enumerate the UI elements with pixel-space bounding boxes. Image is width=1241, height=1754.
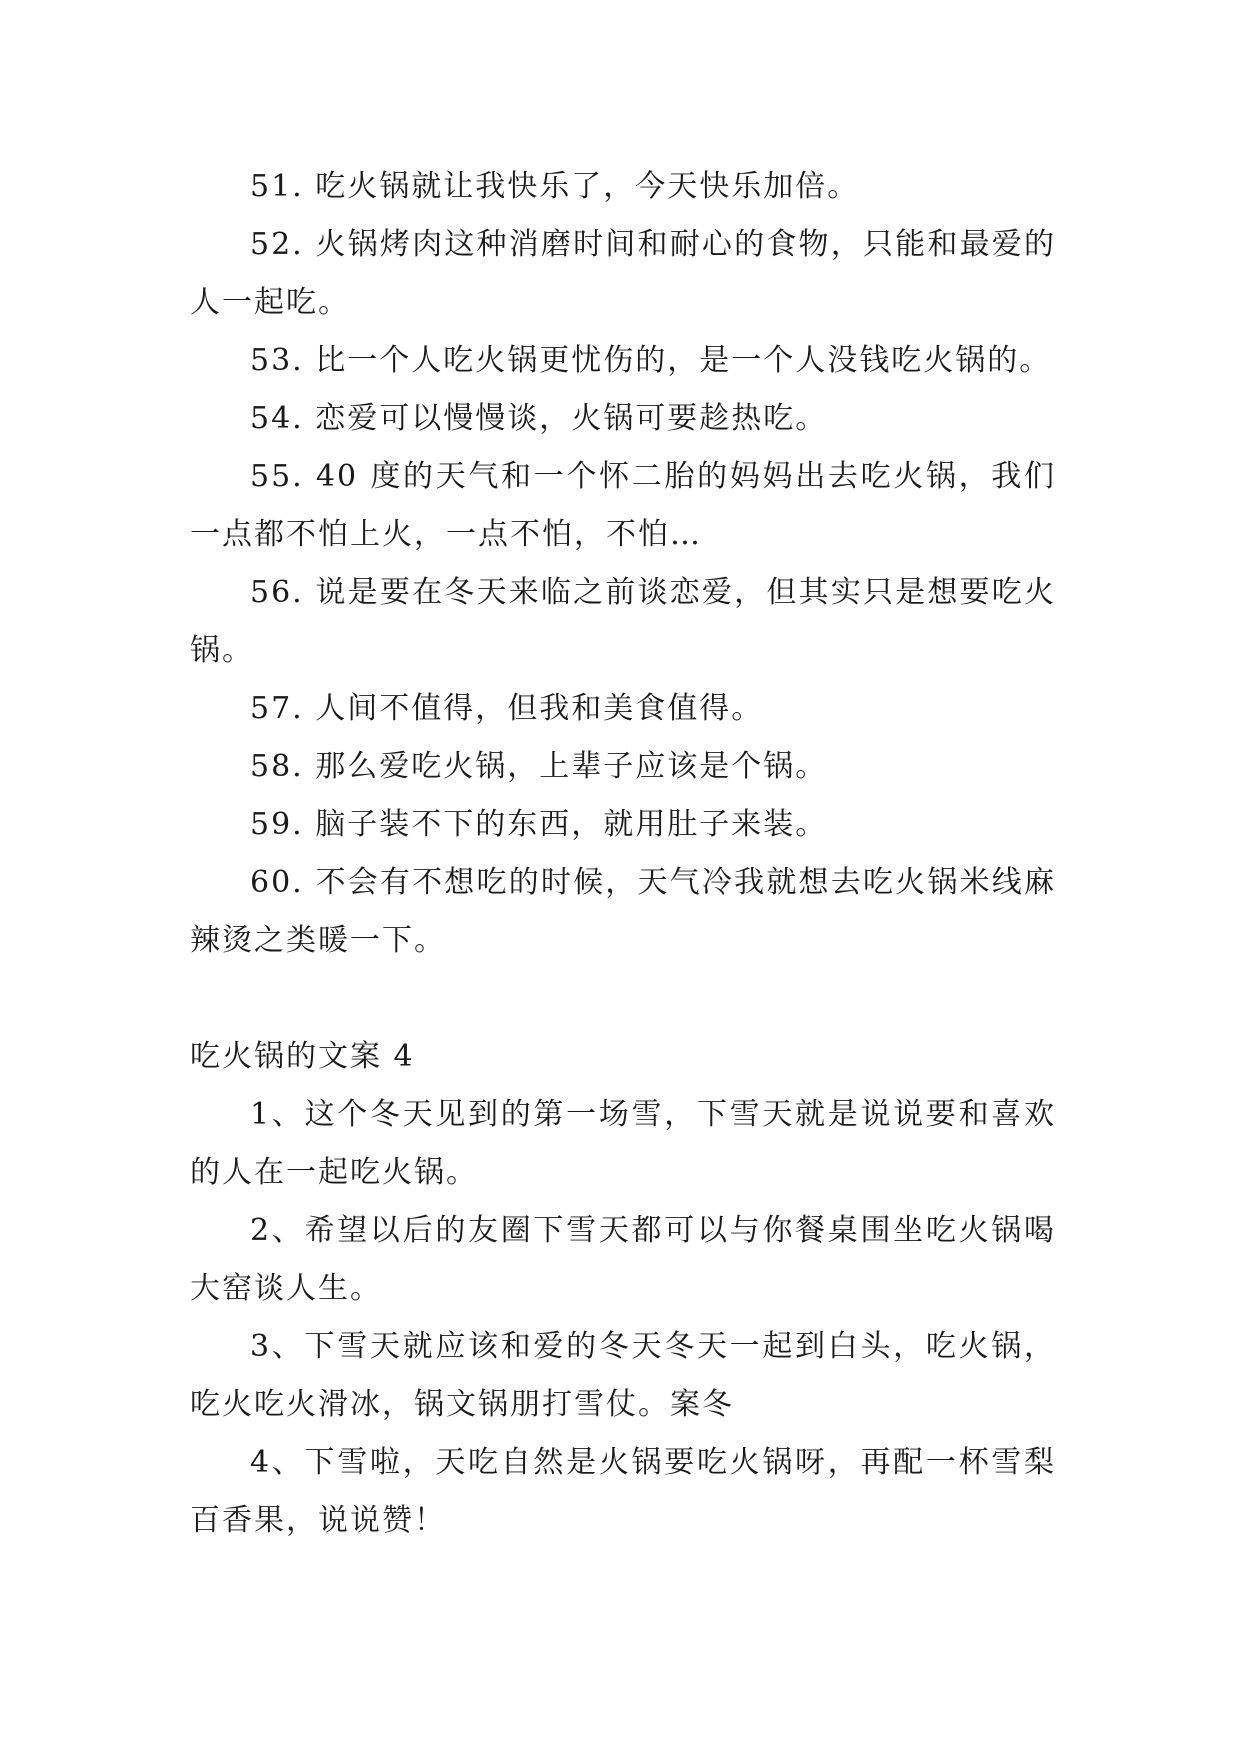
list-item: 54. 恋爱可以慢慢谈，火锅可要趁热吃。 <box>250 401 828 436</box>
list-item: 4、下雪啦，天吃自然是火锅要吃火锅呀，再配一杯雪梨百香果，说说赞！ <box>190 1445 1056 1538</box>
section-heading: 吃火锅的文案 4 <box>190 1039 415 1074</box>
list-item: 52. 火锅烤肉这种消磨时间和耐心的食物，只能和最爱的人一起吃。 <box>190 227 1056 320</box>
list-item: 51. 吃火锅就让我快乐了，今天快乐加倍。 <box>250 169 860 204</box>
list-item: 57. 人间不值得，但我和美食值得。 <box>250 691 764 726</box>
list-item: 2、希望以后的友圈下雪天都可以与你餐桌围坐吃火锅喝大窑谈人生。 <box>190 1213 1056 1306</box>
list-item: 3、下雪天就应该和爱的冬天冬天一起到白头，吃火锅，吃火吃火滑冰，锅文锅朋打雪仗。案冬 <box>190 1329 1056 1422</box>
list-item: 1、这个冬天见到的第一场雪，下雪天就是说说要和喜欢的人在一起吃火锅。 <box>190 1097 1056 1190</box>
list-item: 55. 40 度的天气和一个怀二胎的妈妈出去吃火锅，我们一点都不怕上火，一点不怕，不怕… <box>190 459 1056 552</box>
list-item: 59. 脑子装不下的东西，就用肚子来装。 <box>250 807 828 842</box>
list-item: 60. 不会有不想吃的时候，天气冷我就想去吃火锅米线麻辣烫之类暖一下。 <box>190 865 1056 958</box>
list-item: 58. 那么爱吃火锅，上辈子应该是个锅。 <box>250 749 828 784</box>
section-spacer <box>190 970 1056 1028</box>
list-item: 53. 比一个人吃火锅更忧伤的，是一个人没钱吃火锅的。 <box>250 343 1052 378</box>
document-body <box>190 158 1056 1550</box>
list-item: 56. 说是要在冬天来临之前谈恋爱，但其实只是想要吃火锅。 <box>190 575 1056 668</box>
